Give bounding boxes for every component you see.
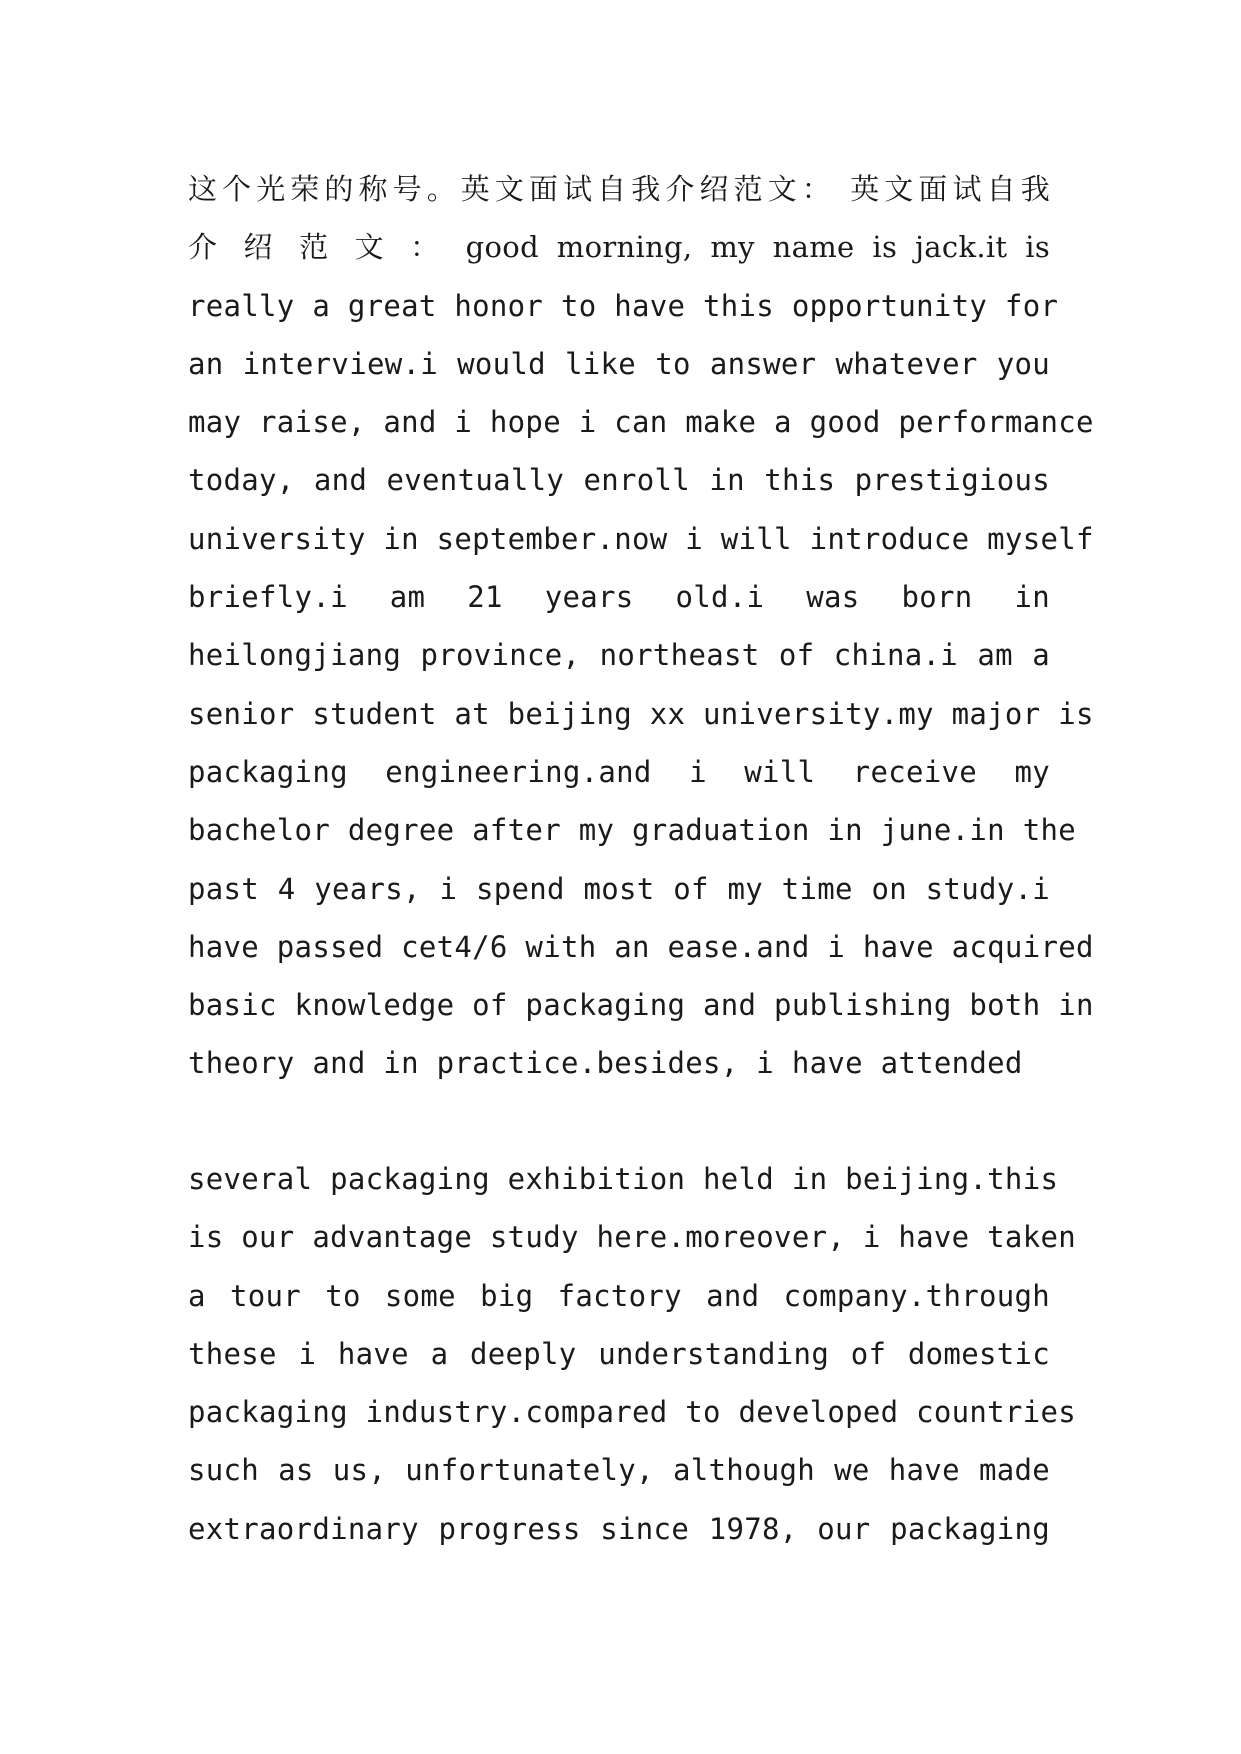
text-line: is our advantage study here.moreover, i have taken (188, 1220, 1076, 1255)
text-line: theory and in practice.besides, i have attended (188, 1046, 1023, 1081)
text-line: basic knowledge of packaging and publishing both in (188, 988, 1094, 1023)
text-line: 介 绍 范 文 ： good morning, my name is jack.it is (188, 230, 1050, 265)
text-line: today, and eventually enroll in this prestigious (188, 463, 1050, 498)
text-line: packaging industry.compared to developed countries (188, 1395, 1076, 1430)
paragraph-2 (188, 1150, 1076, 1558)
text-line: past 4 years, i spend most of my time on study.i (188, 871, 1050, 906)
text-line: may raise, and i hope i can make a good performance (188, 405, 1094, 440)
text-line: these i have a deeply understanding of domestic (188, 1336, 1050, 1371)
text-line: have passed cet4/6 with an ease.and i have acquired (188, 929, 1094, 964)
text-line: several packaging exhibition held in beijing.this (188, 1162, 1059, 1196)
text-line: packaging engineering.and i will receive my (188, 754, 1050, 789)
text-line: briefly.i am 21 years old.i was born in (188, 580, 1050, 615)
text-line: such as us, unfortunately, although we have made (188, 1453, 1050, 1488)
text-line: heilongjiang province, northeast of china.i am a (188, 638, 1050, 673)
text-line: a tour to some big factory and company.through (188, 1278, 1050, 1313)
text-line: an interview.i would like to answer whatever you (188, 346, 1050, 381)
paragraph-1 (188, 160, 1094, 1093)
text-line: extraordinary progress since 1978, our packaging (188, 1511, 1050, 1546)
text-line: 这个光荣的称号。英文面试自我介绍范文： 英文面试自我 (188, 172, 1050, 206)
text-line: really a great honor to have this opportunity for (188, 288, 1059, 323)
text-line: senior student at beijing xx university.my major is (188, 696, 1094, 731)
text-line: bachelor degree after my graduation in june.in the (188, 813, 1076, 848)
text-line: university in september.now i will introduce myself (188, 521, 1094, 556)
